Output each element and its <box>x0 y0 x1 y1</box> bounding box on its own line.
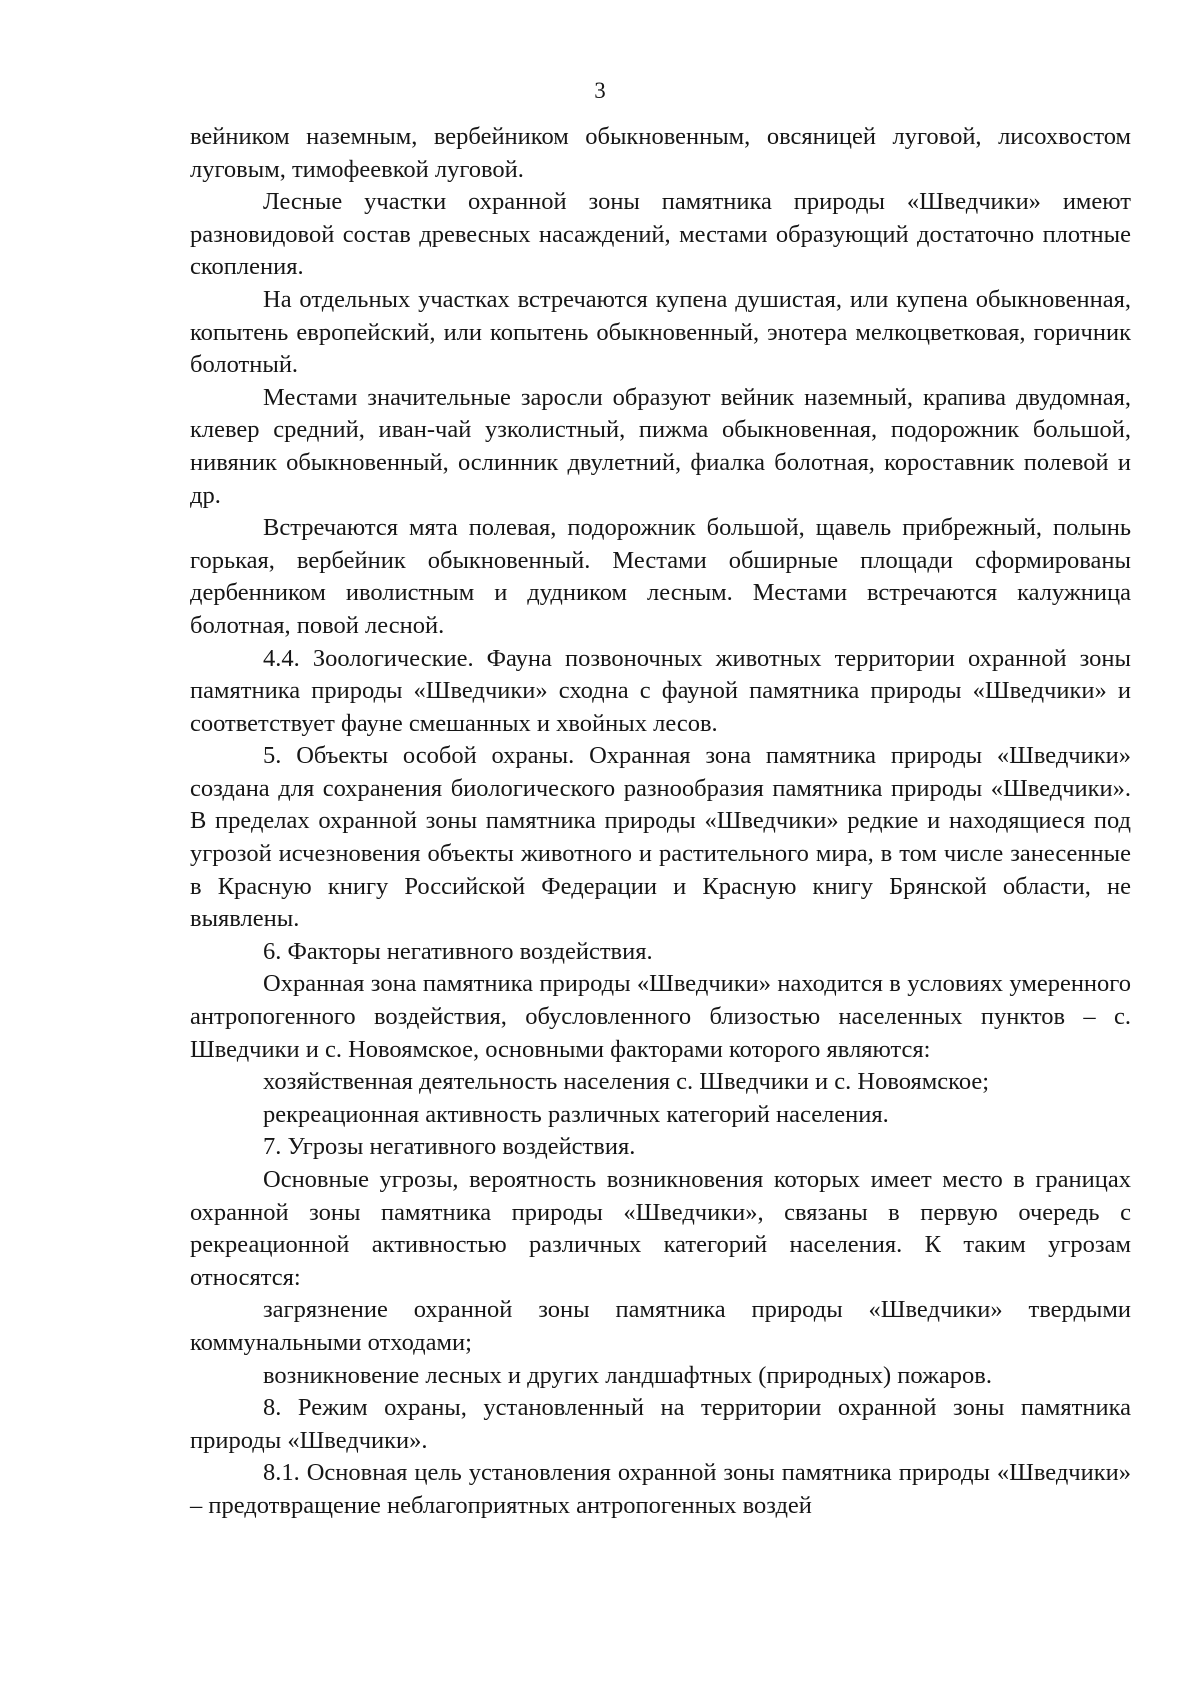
list-item-waste-pollution: загрязнение охранной зоны памятника природы «Шведчики» твердыми коммунальными отходами; <box>190 1296 1131 1356</box>
paragraph-separate-plots: На отдельных участках встречаются купена душистая, или купена обыкновенная, копытень европейский, или копытень обыкновенный, энотера мелкоцветковая, горичник болотный. <box>190 285 1131 379</box>
paragraph-grasses-continued: вейником наземным, вербейником обыкновенным, овсяницей луговой, лисохвостом луговым, тимофеевкой луговой. <box>190 123 1131 183</box>
page-number: 3 <box>594 78 606 103</box>
heading-negative-factors: 6. Факторы негативного воздействия. <box>263 937 653 965</box>
paragraph-anthropogenic-impact: Охранная зона памятника природы «Шведчики» находится в условиях умеренного антропогенного воздействия, обусловленного близостью населенных пунктов – с. Шведчики и с. Новоямское, основными факторами которого являются: <box>190 970 1131 1063</box>
heading-protection-regime: 8. Режим охраны, установленный на территории охранной зоны памятника природы «Шведчики». <box>190 1394 1131 1454</box>
paragraph-meadow-plants: Встречаются мята полевая, подорожник большой, щавель прибрежный, полынь горькая, вербейник обыкновенный. Местами обширные площади сформированы дербенником иволистным и дудником лесным. Местами встречаются калужница болотная, повой лесной. <box>190 514 1131 639</box>
paragraph-protected-objects: 5. Объекты особой охраны. Охранная зона памятника природы «Шведчики» создана для сохранения биологического разнообразия памятника природы «Шведчики». В пределах охранной зоны памятника природы «Шведчики» редкие и находящиеся под угрозой исчезновения объекты животного и растительного мира, в том числе занесенные в Красную книгу Российской Федерации и Красную книгу Брянской области, не выявлены. <box>190 742 1131 933</box>
paragraph-forest-plots: Лесные участки охранной зоны памятника природы «Шведчики» имеют разновидовой состав древесных насаждений, местами образующий достаточно плотные скопления. <box>190 188 1131 281</box>
list-item-economic-activity: хозяйственная деятельность населения с. Шведчики и с. Новоямское; <box>263 1068 990 1096</box>
paragraph-thickets: Местами значительные заросли образуют вейник наземный, крапива двудомная, клевер средний, иван-чай узколистный, пижма обыкновенная, подорожник большой, нивяник обыкновенный, ослинник двулетний, фиалка болотная, короставник полевой и др. <box>190 383 1131 509</box>
paragraph-zoological: 4.4. Зоологические. Фауна позвоночных животных территории охранной зоны памятника природы «Шведчики» сходна с фауной памятника природы «Шведчики» и соответствует фауне смешанных и хвойных лесов. <box>190 644 1131 737</box>
document-body <box>190 121 1131 1523</box>
paragraph-main-goal: 8.1. Основная цель установления охранной зоны памятника природы «Шведчики» – предотвращение неблагоприятных антропогенных воздей <box>190 1459 1131 1519</box>
list-item-fires: возникновение лесных и других ландшафтных (природных) пожаров. <box>263 1361 992 1389</box>
list-item-recreational-activity: рекреационная активность различных категорий населения. <box>263 1100 889 1128</box>
heading-threats: 7. Угрозы негативного воздействия. <box>263 1133 636 1161</box>
paragraph-main-threats: Основные угрозы, вероятность возникновения которых имеет место в границах охранной зоны памятника природы «Шведчики», связаны в первую очередь с рекреационной активностью различных категорий населения. К таким угрозам относятся: <box>190 1166 1131 1291</box>
